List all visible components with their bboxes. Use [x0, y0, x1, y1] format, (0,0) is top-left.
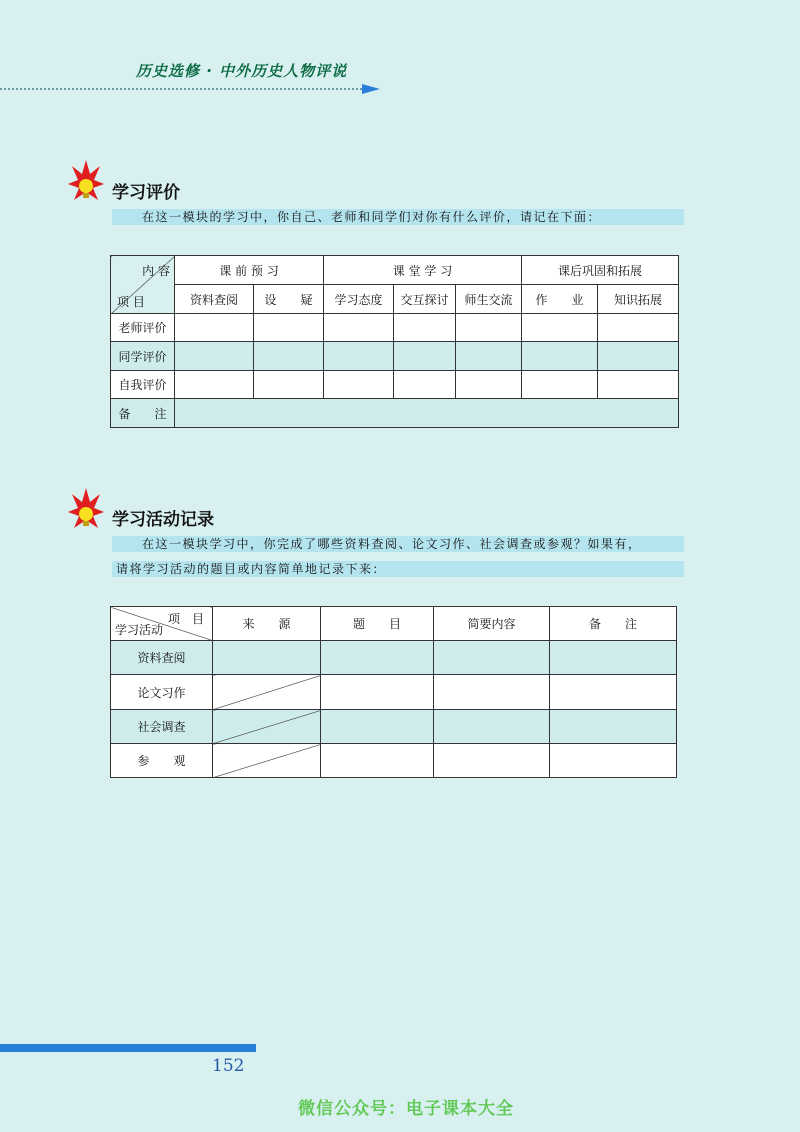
- entry-cell[interactable]: [254, 342, 324, 371]
- entry-cell[interactable]: [175, 314, 254, 342]
- activity-instruction-line2: 请将学习活动的题目或内容简单地记录下来：: [112, 561, 684, 577]
- entry-cell[interactable]: [213, 641, 321, 675]
- entry-cell[interactable]: [456, 314, 522, 342]
- column-header: 设 疑: [254, 285, 324, 314]
- entry-cell[interactable]: [434, 710, 550, 744]
- entry-cell[interactable]: [598, 314, 679, 342]
- entry-cell[interactable]: [324, 342, 394, 371]
- starburst-bulb-icon: [66, 486, 106, 546]
- entry-cell[interactable]: [394, 342, 456, 371]
- corner-label-content: 内 容: [142, 264, 170, 278]
- entry-cell[interactable]: [394, 371, 456, 399]
- group-header: 课后巩固和拓展: [522, 256, 679, 285]
- row-label: 资料查阅: [111, 641, 213, 675]
- table-row: [111, 314, 679, 342]
- entry-cell[interactable]: [175, 371, 254, 399]
- table-row: [111, 371, 679, 399]
- crossed-out-cell: [213, 675, 321, 710]
- entry-cell[interactable]: [522, 342, 598, 371]
- column-header: 交互探讨: [394, 285, 456, 314]
- column-header: 来 源: [213, 607, 321, 641]
- column-header: 知识拓展: [598, 285, 679, 314]
- column-header: 学习态度: [324, 285, 394, 314]
- entry-cell[interactable]: [550, 744, 677, 778]
- table-row: [111, 641, 677, 675]
- group-header: 课 前 预 习: [175, 256, 324, 285]
- row-label: 备 注: [111, 399, 175, 428]
- table-corner-cell: [111, 256, 175, 314]
- entry-cell[interactable]: [522, 314, 598, 342]
- activity-instruction-line1: 在这一模块学习中，你完成了哪些资料查阅、论文习作、社会调查或参观？如果有，: [112, 536, 684, 552]
- section-title-evaluation: 学习评价: [112, 183, 180, 203]
- watermark-text: 微信公众号：电子课本大全: [298, 1099, 514, 1119]
- table-row: [111, 399, 679, 428]
- note-cell[interactable]: [175, 399, 679, 428]
- table-row: [111, 710, 677, 744]
- entry-cell[interactable]: [321, 641, 434, 675]
- entry-cell[interactable]: [324, 371, 394, 399]
- corner-label-item: 项 目: [117, 295, 145, 309]
- page-number: 152: [212, 1056, 245, 1076]
- section-title-activity: 学习活动记录: [112, 510, 214, 530]
- entry-cell[interactable]: [324, 314, 394, 342]
- entry-cell[interactable]: [550, 710, 677, 744]
- starburst-bulb-icon: [66, 158, 106, 218]
- header-dotted-line: [0, 88, 366, 90]
- column-header: 简要内容: [434, 607, 550, 641]
- entry-cell[interactable]: [456, 342, 522, 371]
- row-label: 论文习作: [111, 675, 213, 710]
- entry-cell[interactable]: [598, 342, 679, 371]
- entry-cell[interactable]: [434, 675, 550, 710]
- entry-cell[interactable]: [254, 314, 324, 342]
- entry-cell[interactable]: [434, 641, 550, 675]
- entry-cell[interactable]: [394, 314, 456, 342]
- entry-cell[interactable]: [522, 371, 598, 399]
- entry-cell[interactable]: [321, 710, 434, 744]
- entry-cell[interactable]: [321, 675, 434, 710]
- column-header: 资料查阅: [175, 285, 254, 314]
- table-row: [111, 342, 679, 371]
- entry-cell[interactable]: [434, 744, 550, 778]
- corner-label-item: 项 目: [167, 612, 204, 626]
- column-header: 题 目: [321, 607, 434, 641]
- evaluation-instruction: 在这一模块的学习中，你自己、老师和同学们对你有什么评价，请记在下面：: [112, 209, 684, 225]
- row-label: 同学评价: [111, 342, 175, 371]
- entry-cell[interactable]: [175, 342, 254, 371]
- entry-cell[interactable]: [550, 675, 677, 710]
- entry-cell[interactable]: [598, 371, 679, 399]
- table-corner-cell: [111, 607, 213, 641]
- table-row: [111, 675, 677, 710]
- activity-table: [110, 606, 677, 778]
- column-header: 作 业: [522, 285, 598, 314]
- group-header: 课 堂 学 习: [324, 256, 522, 285]
- corner-label-activity: 学习活动: [115, 623, 164, 637]
- evaluation-table: [110, 255, 679, 428]
- crossed-out-cell: [213, 710, 321, 744]
- crossed-out-cell: [213, 744, 321, 778]
- entry-cell[interactable]: [321, 744, 434, 778]
- row-label: 老师评价: [111, 314, 175, 342]
- table-row: [111, 744, 677, 778]
- entry-cell[interactable]: [456, 371, 522, 399]
- arrow-icon: [362, 84, 380, 94]
- row-label: 社会调查: [111, 710, 213, 744]
- book-title: 历史选修 · 中外历史人物评说: [136, 62, 348, 80]
- footer-bar: [0, 1044, 256, 1052]
- column-header: 师生交流: [456, 285, 522, 314]
- row-label: 参 观: [111, 744, 213, 778]
- entry-cell[interactable]: [550, 641, 677, 675]
- column-header: 备 注: [550, 607, 677, 641]
- entry-cell[interactable]: [254, 371, 324, 399]
- row-label: 自我评价: [111, 371, 175, 399]
